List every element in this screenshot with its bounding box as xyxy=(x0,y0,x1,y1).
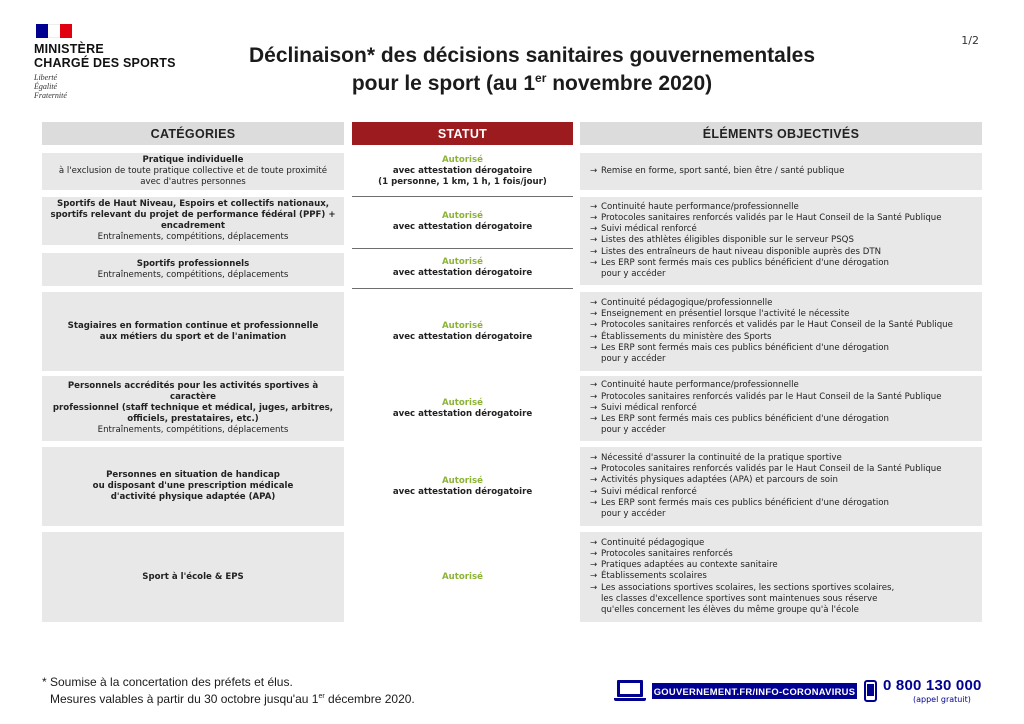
arrow-right-icon: → xyxy=(590,297,598,308)
element-text: Protocoles sanitaires renforcés validés par le Haut Conseil de la Santé Publique xyxy=(601,464,942,475)
element-item xyxy=(590,320,972,331)
status-autorise: Autorisé xyxy=(442,320,483,331)
arrow-right-icon: → xyxy=(590,309,598,320)
category-detail: à l'exclusion de toute pratique collective et de toute proximité xyxy=(58,166,328,176)
category-title: Personnels accrédités pour les activités sportives à caractère xyxy=(67,381,319,402)
category-cell xyxy=(42,447,344,526)
element-item xyxy=(590,403,972,414)
element-text: Activités physiques adaptées (APA) et parcours de soin xyxy=(601,475,838,486)
status-separator xyxy=(352,288,573,289)
footnote-line1: * Soumise à la concertation des préfets et élus. xyxy=(42,675,293,689)
status-cell xyxy=(352,153,573,190)
category-detail: Entraînements, compétitions, déplacements xyxy=(97,425,289,435)
element-text-continued: les classes d'excellence sportives sont maintenues sous réserve xyxy=(601,593,878,604)
category-title: officiels, prestataires, etc.) xyxy=(127,414,259,424)
category-cell xyxy=(42,253,344,286)
arrow-right-icon: → xyxy=(590,452,598,463)
element-item xyxy=(590,213,972,224)
arrow-right-icon: → xyxy=(590,212,598,223)
element-text: Remise en forme, sport santé, bien être / santé publique xyxy=(601,165,845,176)
element-text: Protocoles sanitaires renforcés validés par le Haut Conseil de la Santé Publique xyxy=(601,212,942,223)
element-item xyxy=(590,475,972,486)
category-cell xyxy=(42,532,344,622)
header-elements: ÉLÉMENTS OBJECTIVÉS xyxy=(580,122,982,145)
status-autorise: Autorisé xyxy=(442,211,483,221)
category-title: ou disposant d'une prescription médicale xyxy=(92,481,294,491)
motto-liberte: Liberté xyxy=(34,73,58,82)
element-item xyxy=(590,224,972,235)
element-text-continued: pour y accéder xyxy=(601,425,666,436)
arrow-right-icon: → xyxy=(590,402,598,413)
element-text: Établissements du ministère des Sports xyxy=(601,331,772,342)
category-title: Sportifs professionnels xyxy=(136,258,250,269)
french-flag-icon xyxy=(36,24,72,38)
status-detail: avec attestation dérogatoire xyxy=(392,408,533,419)
arrow-right-icon: → xyxy=(590,331,598,342)
element-item xyxy=(590,309,972,320)
element-item xyxy=(590,258,972,269)
status-autorise: Autorisé xyxy=(442,257,483,267)
element-text: Enseignement en présentiel lorsque l'activité le nécessite xyxy=(601,309,850,320)
page-number: 1/2 xyxy=(961,34,979,47)
element-item xyxy=(590,571,972,582)
title-line1: Déclinaison* des décisions sanitaires gouvernementales xyxy=(248,44,816,67)
motto-egalite: Égalité xyxy=(34,82,58,91)
element-text-continued: pour y accéder xyxy=(601,269,666,279)
element-item xyxy=(590,453,972,464)
status-detail: (1 personne, 1 km, 1 h, 1 fois/jour) xyxy=(378,177,547,187)
arrow-right-icon: → xyxy=(590,165,598,176)
elements-cell xyxy=(580,197,982,285)
element-item xyxy=(590,235,972,246)
category-title: Personnes en situation de handicap xyxy=(106,470,280,480)
element-item xyxy=(590,414,972,425)
status-detail: avec attestation dérogatoire xyxy=(392,331,533,342)
element-item xyxy=(590,380,972,391)
category-title: Sportifs de Haut Niveau, Espoirs et collectifs nationaux, xyxy=(57,199,329,209)
element-text: Continuité pédagogique/professionnelle xyxy=(601,297,773,308)
element-text: Suivi médical renforcé xyxy=(601,224,697,235)
element-item xyxy=(590,498,972,509)
category-title: Pratique individuelle xyxy=(142,155,244,165)
elements-cell xyxy=(580,153,982,190)
ministry-name xyxy=(34,42,176,70)
arrow-right-icon: → xyxy=(590,235,598,246)
element-item xyxy=(590,332,972,343)
status-cell xyxy=(352,376,573,441)
motto-fraternite: Fraternité xyxy=(34,91,67,100)
element-text-continued: pour y accéder xyxy=(601,508,666,519)
element-text: Protocoles sanitaires renforcés validés par le Haut Conseil de la Santé Publique xyxy=(601,391,942,402)
element-text: Pratiques adaptées au contexte sanitaire xyxy=(601,560,778,571)
arrow-right-icon: → xyxy=(590,571,598,582)
element-item xyxy=(590,392,972,403)
ministry-logo xyxy=(34,24,176,100)
footnote-line2: Mesures valables à partir du 30 octobre jusqu'au 1er décembre 2020. xyxy=(50,692,415,706)
category-title: sportifs relevant du projet de performance fédéral (PPF) + xyxy=(50,210,336,220)
arrow-right-icon: → xyxy=(590,414,598,425)
status-autorise: Autorisé xyxy=(442,571,483,582)
element-text: Listes des athlètes éligibles disponible sur le serveur PSQS xyxy=(601,235,854,246)
laptop-icon xyxy=(614,680,646,702)
element-text: Continuité pédagogique xyxy=(601,537,705,548)
arrow-right-icon: → xyxy=(590,201,598,212)
category-detail: Entraînements, compétitions, déplacements xyxy=(97,232,289,242)
element-item xyxy=(590,343,972,354)
arrow-right-icon: → xyxy=(590,497,598,508)
title-line2: pour le sport (au 1er novembre 2020) xyxy=(351,71,713,95)
arrow-right-icon: → xyxy=(590,342,598,353)
element-item xyxy=(590,464,972,475)
ministry-name-line2: CHARGÉ DES SPORTS xyxy=(34,56,176,70)
element-text: Continuité haute performance/professionnelle xyxy=(601,201,799,212)
category-cell xyxy=(42,197,344,245)
element-text: Suivi médical renforcé xyxy=(601,402,697,413)
status-autorise: Autorisé xyxy=(442,397,483,408)
elements-cell xyxy=(580,292,982,371)
status-detail: avec attestation dérogatoire xyxy=(392,486,533,497)
element-text: Les ERP sont fermés mais ces publics bénéficient d'une dérogation xyxy=(601,257,889,268)
arrow-right-icon: → xyxy=(590,582,598,593)
element-text: Les ERP sont fermés mais ces publics bénéficient d'une dérogation xyxy=(601,497,889,508)
arrow-right-icon: → xyxy=(590,224,598,235)
category-detail: avec d'autres personnes xyxy=(140,177,246,187)
category-title: Sport à l'école & EPS xyxy=(142,571,244,582)
element-text-continued: pour y accéder xyxy=(601,353,666,364)
element-item xyxy=(590,560,972,571)
element-item xyxy=(590,487,972,498)
arrow-right-icon: → xyxy=(590,548,598,559)
element-item xyxy=(590,549,972,560)
status-autorise: Autorisé xyxy=(442,475,483,486)
category-title: professionnel (staff technique et médical, juges, arbitres, xyxy=(52,403,334,413)
arrow-right-icon: → xyxy=(590,560,598,571)
element-text: Continuité haute performance/professionnelle xyxy=(601,380,799,391)
element-item xyxy=(590,538,972,549)
arrow-right-icon: → xyxy=(590,391,598,402)
arrow-right-icon: → xyxy=(590,475,598,486)
element-text: Établissements scolaires xyxy=(601,571,707,582)
page-title xyxy=(200,42,864,98)
element-text: Suivi médical renforcé xyxy=(601,486,697,497)
arrow-right-icon: → xyxy=(590,537,598,548)
element-text: Les associations sportives scolaires, les sections sportives scolaires, xyxy=(601,582,895,593)
status-autorise: Autorisé xyxy=(442,155,483,165)
element-text-continued: qu'elles concernent les élèves du même groupe qu'à l'école xyxy=(601,605,859,615)
status-cell xyxy=(352,292,573,371)
status-cell xyxy=(352,532,573,622)
element-item xyxy=(590,298,972,309)
status-separator xyxy=(352,248,573,249)
header-statut: STATUT xyxy=(352,122,573,145)
republic-motto xyxy=(34,73,176,100)
gouvernement-link[interactable]: GOUVERNEMENT.FR/INFO-CORONAVIRUS xyxy=(652,683,857,699)
element-text: Protocoles sanitaires renforcés xyxy=(601,548,733,559)
status-detail: avec attestation dérogatoire xyxy=(392,166,533,176)
element-text: Listes des entraîneurs de haut niveau disponible auprès des DTN xyxy=(601,246,882,257)
element-item xyxy=(590,247,972,258)
header-categories: CATÉGORIES xyxy=(42,122,344,145)
arrow-right-icon: → xyxy=(590,320,598,331)
category-title: encadrement xyxy=(160,221,226,231)
ministry-name-line1: MINISTÈRE xyxy=(34,42,104,56)
category-detail: Entraînements, compétitions, déplacements xyxy=(97,269,289,280)
arrow-right-icon: → xyxy=(590,464,598,475)
element-item xyxy=(590,202,972,213)
category-cell xyxy=(42,376,344,441)
element-text: Les ERP sont fermés mais ces publics bénéficient d'une dérogation xyxy=(601,342,889,353)
arrow-right-icon: → xyxy=(590,246,598,257)
phone-note: (appel gratuit) xyxy=(913,695,971,704)
status-detail: avec attestation dérogatoire xyxy=(392,268,533,278)
elements-cell xyxy=(580,447,982,526)
category-cell xyxy=(42,153,344,190)
category-title: aux métiers du sport et de l'animation xyxy=(99,331,287,342)
footnote xyxy=(42,674,415,708)
status-cell xyxy=(352,447,573,526)
element-item xyxy=(590,166,972,177)
element-text: Les ERP sont fermés mais ces publics bénéficient d'une dérogation xyxy=(601,414,889,425)
status-separator xyxy=(352,196,573,197)
arrow-right-icon: → xyxy=(590,486,598,497)
arrow-right-icon: → xyxy=(590,257,598,268)
category-cell xyxy=(42,292,344,371)
elements-cell xyxy=(580,376,982,441)
element-text: Protocoles sanitaires renforcés et validés par le Haut Conseil de la Santé Publique xyxy=(601,320,953,331)
status-cell xyxy=(352,249,573,287)
category-title: d'activité physique adaptée (APA) xyxy=(110,492,276,502)
elements-cell xyxy=(580,532,982,622)
element-text: Nécessité d'assurer la continuité de la pratique sportive xyxy=(601,452,842,463)
category-title: Stagiaires en formation continue et professionnelle xyxy=(67,320,319,331)
element-item xyxy=(590,583,972,594)
arrow-right-icon: → xyxy=(590,380,598,391)
phone-number[interactable]: 0 800 130 000 xyxy=(883,677,982,694)
phone-icon xyxy=(864,680,877,702)
status-cell xyxy=(352,197,573,247)
status-detail: avec attestation dérogatoire xyxy=(392,222,533,232)
